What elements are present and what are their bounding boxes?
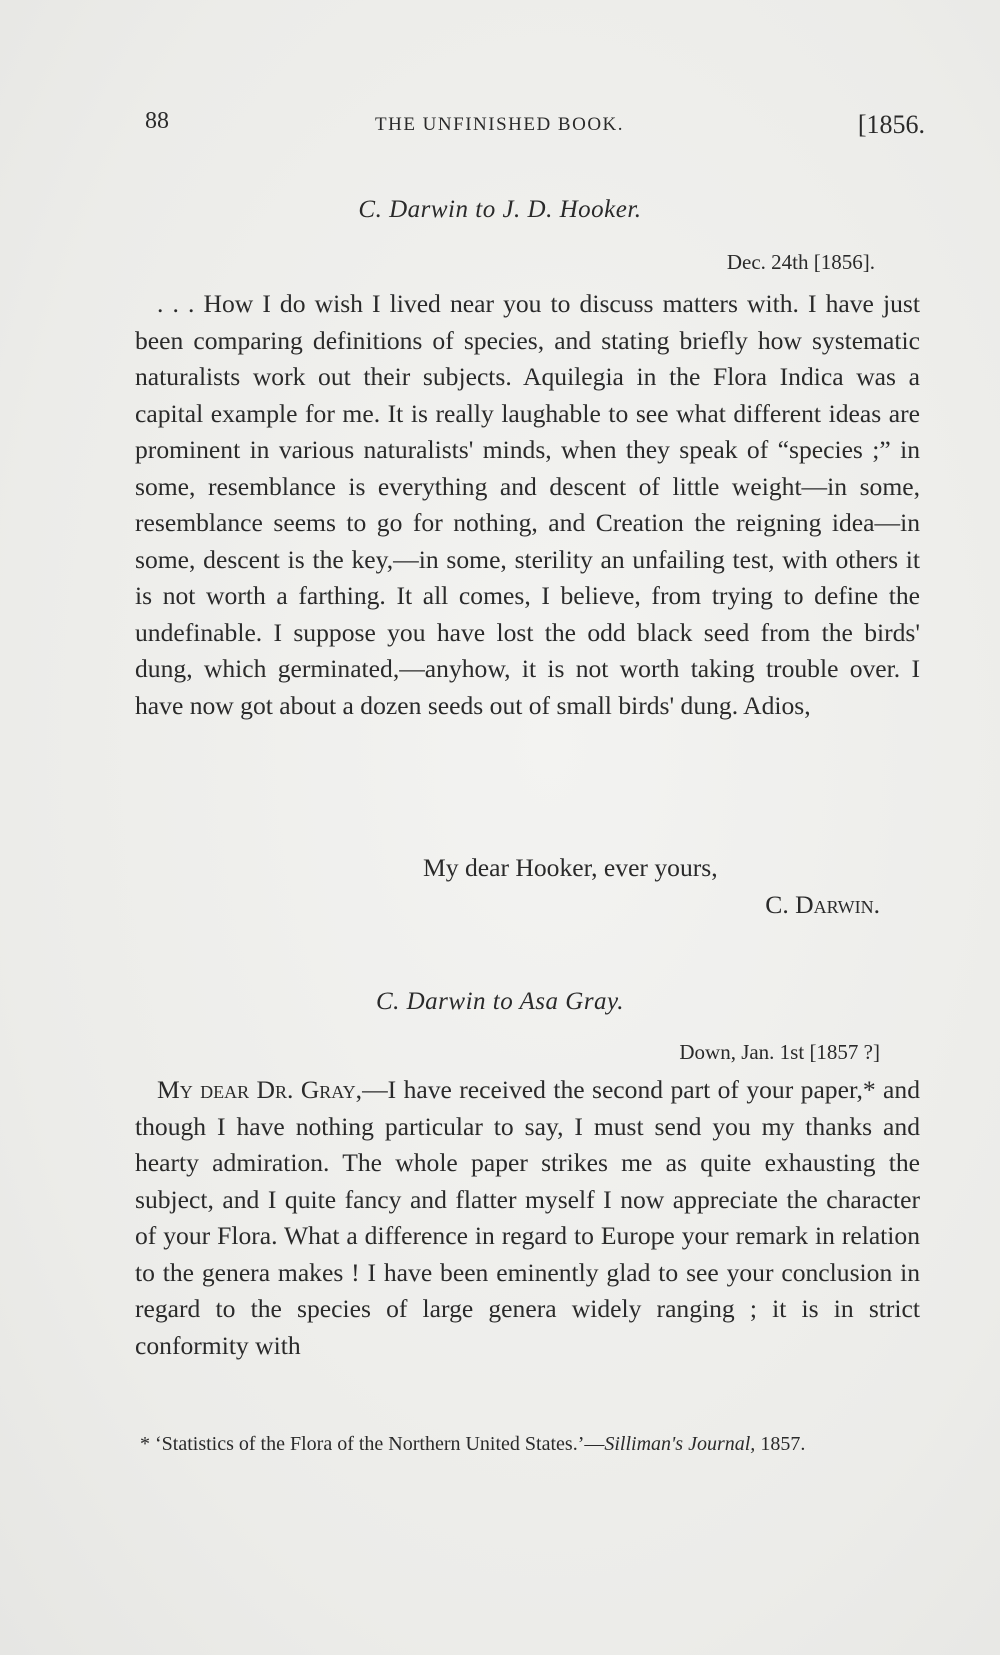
letter-date-gray: Down, Jan. 1st [1857 ?] bbox=[679, 1040, 880, 1064]
letter-heading-gray: C. Darwin to Asa Gray. bbox=[375, 988, 625, 1015]
footnote-year: 1857. bbox=[760, 1433, 806, 1455]
footnote-marker: * bbox=[140, 1433, 150, 1455]
salutation-gray: My dear Dr. Gray, bbox=[157, 1075, 363, 1104]
page-number: 88 bbox=[145, 108, 169, 134]
page-header bbox=[145, 108, 925, 148]
footnote-citation: ‘Statistics of the Flora of the Northern United States.’— bbox=[155, 1433, 605, 1455]
letter-body-gray bbox=[135, 1072, 920, 1364]
running-title: THE UNFINISHED BOOK. bbox=[375, 114, 625, 135]
letter-body-hooker: . . . How I do wish I lived near you to discuss matters with. I have just been comparing definitions of species, and stating briefly how systematic naturalists work out their subjects. Aquilegia in the Flora Indica was a capital example for me. It is really laughable to see what different ideas are prominent in various naturalists' minds, when they speak of “species ;” in some, resemblance is everything and descent of little weight—in some, resemblance seems to go for nothing, and Creation the reigning idea—in some, descent is the key,—in some, sterility an unfailing test, with others it is not worth a farthing. It all comes, I believe, from trying to define the undefinable. I suppose you have lost the odd black seed from the birds' dung, which germinated,—anyhow, it is not worth taking trouble over. I have now got about a dozen seeds out of small birds' dung. Adios, bbox=[135, 289, 920, 720]
letter-closing-hooker: My dear Hooker, ever yours, bbox=[423, 853, 718, 882]
footnote-journal: Silliman's Journal, bbox=[604, 1433, 756, 1455]
signature-darwin: C. Darwin. bbox=[765, 890, 880, 919]
footnote bbox=[120, 1428, 920, 1461]
letter-date-hooker: Dec. 24th [1856]. bbox=[726, 250, 875, 274]
letter-heading-hooker: C. Darwin to J. D. Hooker. bbox=[358, 196, 642, 223]
header-year: [1856. bbox=[857, 110, 925, 139]
letter-text-gray: —I have received the second part of your paper,* and though I have nothing particular to say, I must send you my thanks and hearty admiration. The whole paper strikes me as quite exhausting the subject, and I quite fancy and flatter myself I now appreciate the character of your Flora. What a difference in regard to Europe your remark in relation to the genera makes ! I have been eminently glad to see your conclusion in regard to the species of large genera widely ranging ; it is in strict conformity with bbox=[135, 1075, 920, 1360]
